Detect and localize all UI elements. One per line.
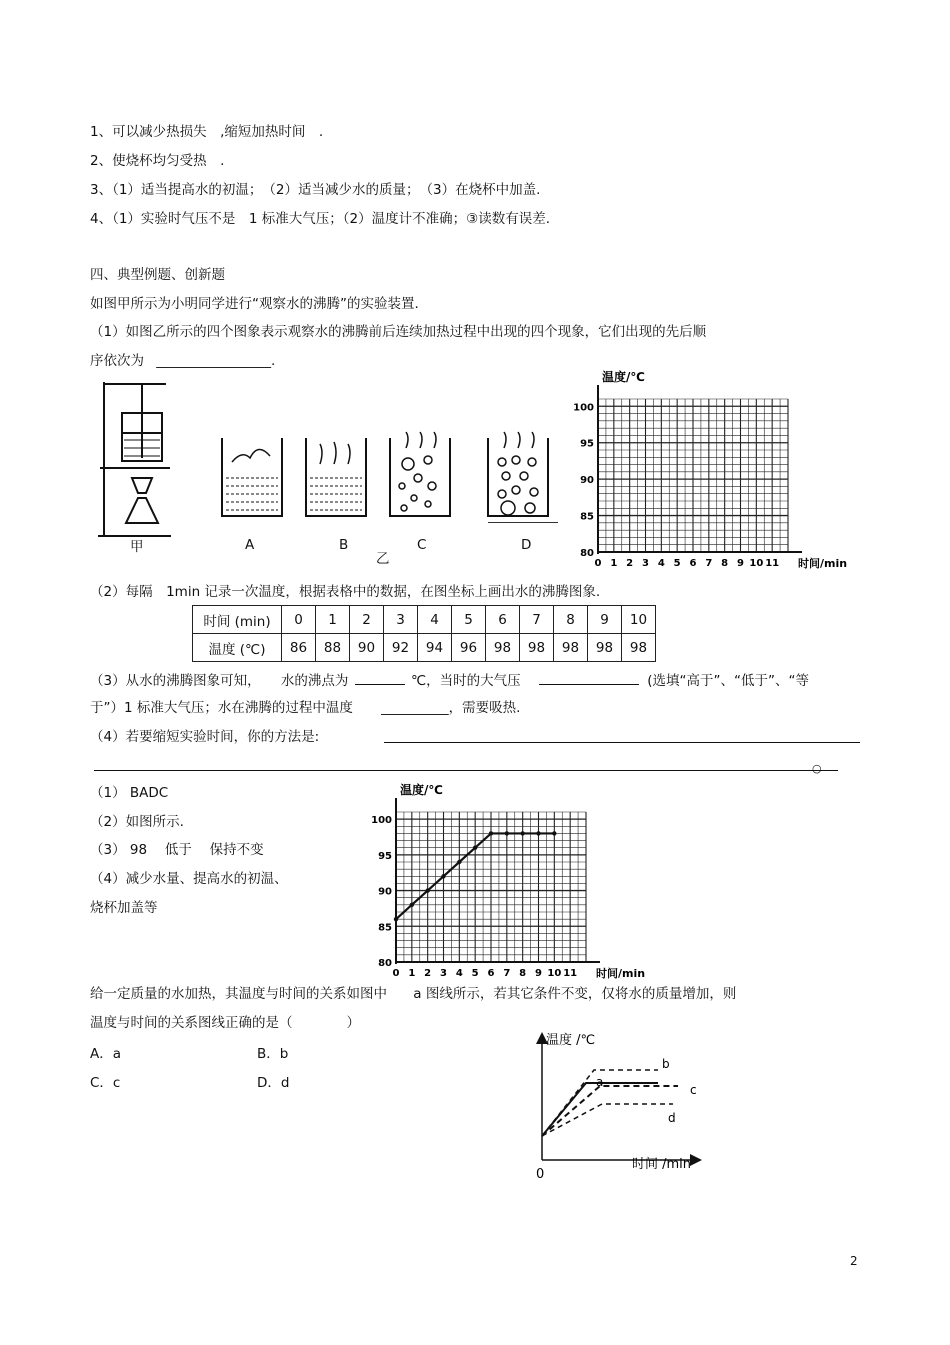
answer-b2: （2）如图所示. [90,814,184,830]
label-curve-c: c [690,1083,697,1097]
table-cell-time: 1 [316,606,350,634]
x-tick-label: 10 [749,558,764,569]
question-4: （4）若要缩短实验时间，你的方法是: [90,729,320,745]
y-tick-label: 90 [580,475,594,487]
temperature-blank: __________，需要吸热. [381,700,521,716]
y-tick-label: 100 [573,402,594,414]
x-tick-label: 8 [721,558,729,569]
label-d: D [521,537,532,553]
label-curve-a: a [596,1075,604,1089]
q3-part-c: (选填“高于”、“低于”、“等 [647,673,809,689]
answer-b1: （1） BADC [90,785,169,801]
q4-end-mark: ○ [812,762,822,775]
table-row-time [193,606,656,634]
table-cell-time: 10 [622,606,656,634]
y-tick-label: 85 [580,511,594,523]
x-tick-label: 6 [487,968,495,979]
x-tick-label: 4 [455,968,463,979]
x-tick-label: 8 [519,968,527,979]
x-axis-title: 时间/min [596,967,646,980]
label-a: A [245,537,255,553]
option-d[interactable]: D．d [257,1075,290,1091]
table-cell-time: 3 [384,606,418,634]
label-yi: 乙 [376,551,390,567]
beaker-c [388,430,452,520]
table-cell-time: 9 [588,606,622,634]
x-tick-label: 9 [535,968,542,979]
abcd-origin: 0 [536,1167,545,1182]
abcd-xlabel: 时间 /min [632,1157,692,1172]
x-tick-label: 1 [408,968,416,979]
data-point [552,831,556,835]
grid-lines [598,399,788,552]
x-tick-label: 2 [626,558,634,569]
data-point [536,831,540,835]
table-cell-time: 6 [486,606,520,634]
beaker-d [486,430,550,520]
data-point [394,917,398,921]
answer-b3: （3） 98 低于 保持不变 [90,842,264,858]
data-point [489,831,493,835]
label-c: C [417,537,427,553]
question-1-prefix: 序依次为 [90,353,144,369]
table-cell-temp: 88 [316,634,350,662]
x-tick-label: 0 [594,558,602,569]
x-axis-title: 时间/min [798,557,848,570]
table-cell-time: 2 [350,606,384,634]
option-a[interactable]: A．a [90,1046,122,1062]
beaker-b [304,430,368,520]
table-cell-temp: 86 [282,634,316,662]
curve-a [542,1083,658,1136]
empty-grid-chart [560,370,850,574]
x-tick-label: 0 [392,968,400,979]
table-cell-time: 7 [520,606,554,634]
data-point [520,831,524,835]
answer-4: 4、（1）实验时气压不是 1 标准大气压；（2）温度计不准确；③读数有误差. [90,211,551,227]
x-tick-label: 3 [642,558,649,569]
apparatus-figure [96,378,176,538]
mc-question-line-1 [90,985,736,1003]
q3-part-d: 于”）1 标准大气压；水在沸腾的过程中温度 [90,700,353,716]
q4-line-1 [384,742,860,743]
figure-divider [488,522,558,523]
abcd-ylabel: 温度 /℃ [546,1033,596,1048]
q3-part-a: （3）从水的沸腾图象可知， 水的沸点为 [90,673,349,689]
table-cell-temp: 96 [452,634,486,662]
table-cell-temp: 98 [622,634,656,662]
y-axis-title: 温度/℃ [602,370,645,384]
q4-line-2 [94,770,838,771]
answer-3: 3、（1）适当提高水的初温； （2）适当减少水的质量； （3）在烧杯中加盖. [90,182,541,198]
x-tick-label: 7 [705,558,713,569]
table-cell-temp: 90 [350,634,384,662]
y-tick-label: 80 [378,958,392,969]
mc-question-line-2: 温度与时间的关系图线正确的是（ ） [90,1015,360,1031]
label-jia: 甲 [130,539,144,555]
label-curve-b: b [662,1057,670,1071]
data-point [410,903,414,907]
answer-blank: _________________. [156,353,276,369]
data-point [425,888,429,892]
data-point [473,846,477,850]
option-c[interactable]: C．c [90,1075,121,1091]
mc-part-a: 给一定质量的水加热，其温度与时间的关系如图中 [90,986,387,1002]
y-tick-label: 85 [378,922,392,934]
table-cell-time: 4 [418,606,452,634]
y-tick-label: 95 [378,850,392,862]
answer-2: 2、使烧杯均匀受热 . [90,153,225,169]
x-tick-label: 4 [657,558,665,569]
table-row-temp [193,634,656,662]
x-tick-label: 2 [424,968,432,979]
y-tick-label: 80 [580,548,594,559]
y-axis-title: 温度/℃ [400,783,443,797]
answer-1: 1、可以减少热损失 ,缩短加热时间 . [90,124,324,140]
question-1-line-1: （1）如图乙所示的四个图象表示观察水的沸腾前后连续加热过程中出现的四个现象，它们出现的先后顺 [90,324,707,340]
label-curve-d: d [668,1111,676,1125]
q3-part-b: ℃，当时的大气压 [410,673,521,689]
boiling-point-blank [355,670,405,685]
beaker-a [220,430,284,520]
data-point [505,831,509,835]
y-tick-label: 100 [371,815,392,827]
abcd-graph [528,1028,718,1188]
table-cell-temp: 98 [520,634,554,662]
x-tick-label: 7 [503,968,511,979]
question-3-line-2 [90,699,520,717]
x-tick-label: 1 [610,558,618,569]
question-2: （2）每隔 1min 记录一次温度，根据表格中的数据，在图坐标上画出水的沸腾图象. [90,584,601,600]
x-tick-label: 11 [563,968,578,979]
x-tick-label: 9 [737,558,744,569]
data-point [457,860,461,864]
label-b: B [339,537,349,553]
x-tick-label: 11 [765,558,780,569]
mc-part-b: a 图线所示，若其它条件不变，仅将水的质量增加，则 [413,986,737,1002]
section-title: 四、典型例题、创新题 [90,267,225,283]
option-b[interactable]: B．b [257,1046,289,1062]
data-point [441,874,445,878]
page-number: 2 [850,1254,858,1268]
table-cell-temp: 98 [486,634,520,662]
y-tick-label: 95 [580,438,594,450]
y-tick-label: 90 [378,886,392,898]
table-cell-temp: 98 [554,634,588,662]
question-3-line-1 [90,670,809,690]
table-cell-time: 8 [554,606,588,634]
data-table [192,605,656,662]
answer-b4: （4）减少水量、提高水的初温、 [90,871,288,887]
boiling-line-chart [371,783,662,982]
x-tick-label: 5 [471,968,479,979]
x-tick-label: 10 [547,968,562,979]
pressure-blank [539,670,639,685]
table-cell-temp: 92 [384,634,418,662]
table-cell-temp: 98 [588,634,622,662]
table-cell-time: 5 [452,606,486,634]
question-1-line-2 [90,352,275,370]
table-header-temp: 温度 (℃) [193,634,282,662]
answer-b5: 烧杯加盖等 [90,900,158,916]
table-cell-time: 0 [282,606,316,634]
intro-text: 如图甲所示为小明同学进行“观察水的沸腾”的实验装置. [90,296,419,312]
table-cell-temp: 94 [418,634,452,662]
x-tick-label: 5 [673,558,681,569]
x-tick-label: 6 [689,558,697,569]
table-header-time: 时间 (min) [193,606,282,634]
x-tick-label: 3 [440,968,447,979]
